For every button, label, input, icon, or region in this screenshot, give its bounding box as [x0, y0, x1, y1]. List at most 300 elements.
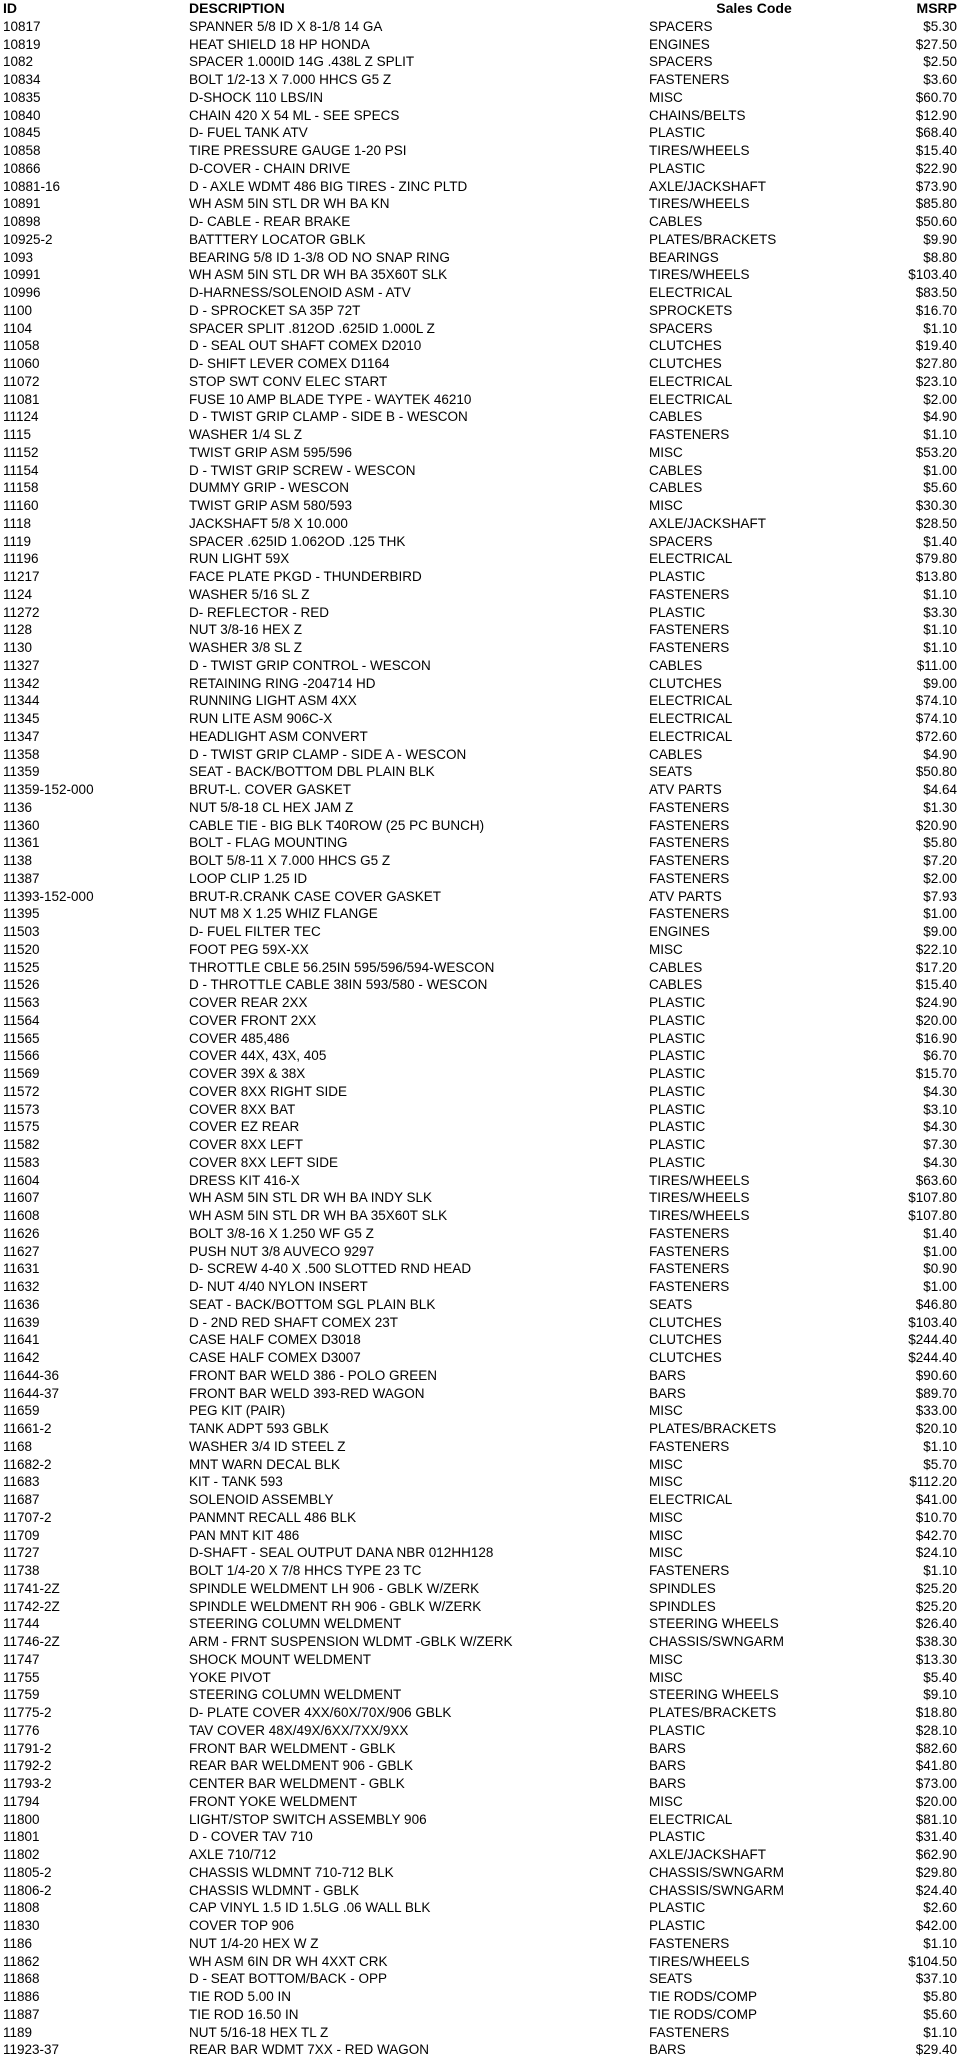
cell-sales-code: TIRES/WHEELS: [649, 143, 750, 158]
cell-sales-code: MISC: [649, 1456, 683, 1472]
cell-description: COVER REAR 2XX: [189, 995, 308, 1010]
cell-sales-code: AXLE/JACKSHAFT: [649, 515, 767, 531]
cell-description: D - AXLE WDMT 486 BIG TIRES - ZINC PLTD: [189, 178, 468, 194]
cell-id: 10991: [3, 267, 41, 283]
cell-sales-code: TIE RODS/COMP: [649, 2006, 758, 2022]
table-row: [0, 763, 960, 781]
cell-msrp: $62.90: [915, 1847, 957, 1862]
cell-description: COVER TOP 906: [189, 1918, 295, 1933]
table-row: [0, 834, 960, 852]
cell-description: SPACER .625ID 1.062OD .125 THK: [189, 533, 406, 549]
cell-msrp: $50.60: [915, 214, 957, 229]
cell-sales-code: BEARINGS: [649, 249, 719, 265]
table-row: [0, 1101, 960, 1119]
cell-id: 10898: [3, 214, 41, 229]
cell-msrp: $1.40: [923, 1225, 957, 1241]
cell-sales-code: STEERING WHEELS: [649, 1616, 779, 1632]
cell-id: 11631: [3, 1261, 40, 1277]
table-row: [0, 36, 960, 54]
cell-description: STEERING COLUMN WELDMENT: [189, 1616, 402, 1632]
cell-description: THROTTLE CBLE 56.25IN 595/596/594-WESCON: [189, 959, 495, 975]
cell-sales-code: PLASTIC: [649, 1829, 706, 1845]
cell-description: COVER 8XX RIGHT SIDE: [189, 1083, 348, 1099]
cell-sales-code: CLUTCHES: [649, 356, 722, 371]
cell-id: 11755: [3, 1669, 40, 1685]
cell-msrp: $20.00: [915, 1793, 957, 1809]
cell-msrp: $1.00: [923, 462, 957, 478]
cell-msrp: $1.00: [923, 906, 957, 922]
cell-description: BATTTERY LOCATOR GBLK: [189, 231, 366, 247]
cell-sales-code: SPINDLES: [649, 1598, 716, 1614]
cell-description: COVER 8XX LEFT: [189, 1137, 304, 1152]
cell-sales-code: SEATS: [649, 764, 693, 780]
cell-description: CHAIN 420 X 54 ML - SEE SPECS: [189, 107, 400, 123]
cell-description: CABLE TIE - BIG BLK T40ROW (25 PC BUNCH): [189, 817, 485, 833]
cell-description: CHASSIS WLDMNT - GBLK: [189, 1882, 360, 1898]
cell-id: 1104: [3, 320, 33, 336]
cell-msrp: $26.40: [915, 1616, 957, 1632]
cell-description: TAV COVER 48X/49X/6XX/7XX/9XX: [189, 1722, 409, 1738]
table-row: [0, 1136, 960, 1154]
table-row: [0, 2006, 960, 2024]
cell-description: HEADLIGHT ASM CONVERT: [189, 728, 368, 744]
table-row: [0, 1988, 960, 2006]
cell-id: 11342: [3, 675, 40, 691]
table-row: [0, 1846, 960, 1864]
cell-msrp: $50.80: [915, 764, 957, 780]
cell-msrp: $103.40: [908, 267, 957, 283]
cell-description: DRESS KIT 416-X: [189, 1172, 300, 1188]
table-row: [0, 1491, 960, 1509]
cell-description: D- CABLE - REAR BRAKE: [189, 214, 351, 229]
cell-sales-code: SPACERS: [649, 54, 713, 70]
cell-msrp: $46.80: [915, 1296, 957, 1312]
cell-sales-code: CLUTCHES: [649, 338, 722, 354]
table-row: [0, 302, 960, 320]
cell-id: 11644-36: [3, 1367, 60, 1383]
cell-msrp: $1.10: [923, 1563, 957, 1578]
cell-description: SPACER SPLIT .812OD .625ID 1.000L Z: [189, 320, 435, 336]
cell-id: 11727: [3, 1545, 40, 1561]
cell-description: WASHER 3/4 ID STEEL Z: [189, 1438, 346, 1454]
cell-id: 11387: [3, 870, 40, 886]
cell-id: 11626: [3, 1225, 40, 1241]
table-row: [0, 1828, 960, 1846]
table-row: [0, 1704, 960, 1722]
cell-id: 1130: [3, 640, 33, 655]
cell-sales-code: CHASSIS/SWNGARM: [649, 1864, 785, 1880]
cell-id: 11526: [3, 977, 40, 993]
cell-id: 11886: [3, 1989, 40, 2004]
cell-msrp: $63.60: [915, 1172, 957, 1188]
cell-msrp: $41.80: [915, 1758, 957, 1774]
cell-sales-code: ATV PARTS: [649, 782, 722, 797]
cell-id: 11644-37: [3, 1385, 60, 1401]
cell-sales-code: MISC: [649, 89, 683, 105]
table-row: [0, 1473, 960, 1491]
cell-description: WASHER 1/4 SL Z: [189, 427, 303, 442]
cell-msrp: $20.90: [915, 817, 957, 833]
cell-msrp: $33.00: [915, 1403, 957, 1419]
cell-description: WASHER 5/16 SL Z: [189, 586, 310, 602]
cell-msrp: $3.30: [923, 604, 957, 620]
cell-id: 11344: [3, 693, 40, 709]
cell-msrp: $107.80: [908, 1208, 957, 1223]
cell-id: 11060: [3, 356, 40, 371]
cell-sales-code: PLATES/BRACKETS: [649, 1421, 777, 1436]
cell-msrp: $1.10: [923, 1935, 957, 1951]
table-row: [0, 1882, 960, 1900]
cell-description: D - 2ND RED SHAFT COMEX 23T: [189, 1314, 399, 1330]
cell-description: LIGHT/STOP SWITCH ASSEMBLY 906: [189, 1811, 427, 1827]
cell-sales-code: PLASTIC: [649, 125, 706, 141]
cell-id: 11563: [3, 995, 40, 1010]
cell-sales-code: CLUTCHES: [649, 1332, 722, 1348]
cell-sales-code: FASTENERS: [649, 1243, 730, 1259]
cell-id: 11154: [3, 462, 39, 478]
cell-sales-code: FASTENERS: [649, 870, 730, 886]
cell-id: 11747: [3, 1651, 40, 1667]
cell-msrp: $244.40: [908, 1332, 957, 1348]
cell-description: FRONT BAR WELDMENT - GBLK: [189, 1740, 396, 1756]
table-row: [0, 1296, 960, 1314]
header-id: ID: [3, 0, 17, 16]
cell-msrp: $4.90: [923, 409, 957, 425]
cell-id: 10996: [3, 285, 41, 300]
table-row: [0, 923, 960, 941]
cell-sales-code: PLASTIC: [649, 995, 706, 1010]
table-row: [0, 1243, 960, 1261]
cell-msrp: $53.20: [915, 444, 957, 460]
table-row: [0, 320, 960, 338]
cell-sales-code: MISC: [649, 1545, 683, 1561]
cell-sales-code: PLASTIC: [649, 160, 706, 176]
cell-msrp: $4.90: [923, 746, 957, 762]
cell-sales-code: MISC: [649, 1474, 683, 1490]
table-row: [0, 1562, 960, 1580]
table-row: [0, 1349, 960, 1367]
cell-id: 11345: [3, 711, 40, 726]
cell-id: 1118: [3, 515, 32, 531]
cell-description: WH ASM 5IN STL DR WH BA 35X60T SLK: [189, 1208, 448, 1223]
table-row: [0, 142, 960, 160]
cell-id: 10819: [3, 36, 41, 52]
cell-id: 11707-2: [3, 1509, 52, 1525]
cell-description: NUT M8 X 1.25 WHIZ FLANGE: [189, 906, 378, 922]
cell-sales-code: FASTENERS: [649, 640, 730, 655]
cell-id: 10817: [3, 18, 41, 34]
cell-description: WH ASM 6IN DR WH 4XXT CRK: [189, 1953, 388, 1969]
cell-id: 11361: [3, 835, 40, 851]
cell-description: TANK ADPT 593 GBLK: [189, 1421, 329, 1436]
cell-msrp: $29.40: [915, 2042, 957, 2058]
table-row: [0, 213, 960, 231]
cell-description: MNT WARN DECAL BLK: [189, 1456, 341, 1472]
table-row: [0, 746, 960, 764]
cell-sales-code: PLASTIC: [649, 569, 706, 584]
cell-id: 1115: [3, 427, 32, 442]
cell-id: 11923-37: [3, 2042, 60, 2058]
cell-description: RUN LIGHT 59X: [189, 551, 290, 567]
table-row: [0, 1047, 960, 1065]
cell-msrp: $41.00: [915, 1492, 957, 1507]
cell-msrp: $74.10: [915, 693, 957, 709]
cell-id: 10881-16: [3, 178, 61, 194]
cell-id: 11741-2Z: [3, 1580, 60, 1596]
table-row: [0, 1651, 960, 1669]
cell-description: D- PLATE COVER 4XX/60X/70X/906 GBLK: [189, 1705, 452, 1720]
table-row: [0, 604, 960, 622]
cell-msrp: $79.80: [915, 551, 957, 567]
cell-description: COVER 8XX LEFT SIDE: [189, 1154, 339, 1170]
cell-description: WH ASM 5IN STL DR WH BA 35X60T SLK: [189, 267, 448, 283]
cell-sales-code: PLATES/BRACKETS: [649, 231, 777, 247]
cell-sales-code: MISC: [649, 1403, 683, 1419]
cell-sales-code: ELECTRICAL: [649, 391, 733, 407]
cell-id: 11808: [3, 1900, 40, 1916]
cell-id: 11503: [3, 924, 40, 939]
cell-sales-code: CABLES: [649, 480, 703, 496]
cell-description: BOLT 3/8-16 X 1.250 WF G5 Z: [189, 1225, 374, 1241]
cell-id: 11830: [3, 1918, 40, 1933]
cell-description: FRONT YOKE WELDMENT: [189, 1793, 358, 1809]
table-row: [0, 1278, 960, 1296]
table-row: [0, 941, 960, 959]
cell-id: 11158: [3, 480, 39, 496]
cell-sales-code: FASTENERS: [649, 853, 730, 868]
cell-sales-code: ELECTRICAL: [649, 693, 733, 709]
cell-id: 11887: [3, 2006, 40, 2022]
cell-description: PAN MNT KIT 486: [189, 1527, 300, 1543]
cell-msrp: $7.93: [923, 888, 957, 904]
table-row: [0, 408, 960, 426]
cell-sales-code: MISC: [649, 941, 683, 957]
table-row: [0, 728, 960, 746]
cell-msrp: $4.64: [923, 782, 957, 797]
cell-description: D- SHIFT LEVER COMEX D1164: [189, 356, 390, 371]
table-row: [0, 355, 960, 373]
cell-id: 11573: [3, 1101, 40, 1117]
table-row: [0, 1793, 960, 1811]
cell-msrp: $2.00: [923, 391, 957, 407]
cell-msrp: $20.10: [915, 1421, 957, 1436]
cell-msrp: $5.70: [923, 1456, 957, 1472]
cell-id: 11627: [3, 1243, 40, 1259]
cell-sales-code: FASTENERS: [649, 1225, 730, 1241]
cell-sales-code: FASTENERS: [649, 1563, 730, 1578]
cell-id: 11160: [3, 498, 39, 513]
table-row: [0, 533, 960, 551]
table-row: [0, 1615, 960, 1633]
cell-msrp: $82.60: [915, 1740, 957, 1756]
table-row: [0, 1456, 960, 1474]
cell-id: 11682-2: [3, 1456, 52, 1472]
cell-sales-code: STEERING WHEELS: [649, 1687, 779, 1703]
cell-description: D-COVER - CHAIN DRIVE: [189, 160, 351, 176]
cell-sales-code: MISC: [649, 1793, 683, 1809]
cell-msrp: $30.30: [915, 498, 957, 513]
table-row: [0, 2041, 960, 2059]
cell-sales-code: FASTENERS: [649, 622, 730, 638]
cell-description: SHOCK MOUNT WELDMENT: [189, 1651, 372, 1667]
cell-description: D- FUEL FILTER TEC: [189, 924, 321, 939]
cell-description: COVER EZ REAR: [189, 1119, 300, 1135]
table-row: [0, 1544, 960, 1562]
cell-msrp: $5.40: [923, 1669, 957, 1685]
cell-id: 11641: [3, 1332, 40, 1348]
table-row: [0, 710, 960, 728]
cell-msrp: $72.60: [915, 728, 957, 744]
cell-description: FRONT BAR WELD 386 - POLO GREEN: [189, 1367, 438, 1383]
cell-msrp: $1.10: [923, 2024, 957, 2040]
cell-description: D - TWIST GRIP CONTROL - WESCON: [189, 657, 431, 673]
cell-description: D-HARNESS/SOLENOID ASM - ATV: [189, 285, 411, 300]
table-row: [0, 284, 960, 302]
table-row: [0, 1811, 960, 1829]
cell-id: 11359-152-000: [3, 782, 94, 797]
cell-id: 10866: [3, 160, 41, 176]
cell-id: 11776: [3, 1722, 40, 1738]
cell-id: 11196: [3, 551, 39, 567]
cell-id: 10891: [3, 196, 41, 212]
cell-sales-code: CABLES: [649, 959, 703, 975]
table-row: [0, 870, 960, 888]
table-row: [0, 373, 960, 391]
table-row: [0, 266, 960, 284]
cell-sales-code: TIE RODS/COMP: [649, 1989, 758, 2004]
cell-msrp: $3.10: [923, 1101, 957, 1117]
cell-id: 11659: [3, 1403, 40, 1419]
cell-id: 11525: [3, 959, 40, 975]
cell-id: 11683: [3, 1474, 40, 1490]
cell-description: TWIST GRIP ASM 580/593: [189, 498, 353, 513]
table-row: [0, 107, 960, 125]
table-row: [0, 1385, 960, 1403]
cell-id: 11738: [3, 1563, 40, 1578]
cell-description: D - TWIST GRIP SCREW - WESCON: [189, 462, 416, 478]
table-row: [0, 1189, 960, 1207]
cell-sales-code: CABLES: [649, 214, 703, 229]
cell-id: 1138: [3, 853, 33, 868]
table-row: [0, 1580, 960, 1598]
cell-description: YOKE PIVOT: [189, 1669, 271, 1685]
cell-description: CHASSIS WLDMNT 710-712 BLK: [189, 1864, 394, 1880]
cell-msrp: $10.70: [915, 1509, 957, 1525]
cell-description: WASHER 3/8 SL Z: [189, 640, 303, 655]
table-row: [0, 1598, 960, 1616]
cell-sales-code: CABLES: [649, 409, 703, 425]
table-row: [0, 905, 960, 923]
cell-msrp: $15.40: [915, 977, 957, 993]
cell-id: 10925-2: [3, 231, 53, 247]
cell-msrp: $25.20: [915, 1598, 957, 1614]
cell-description: D-SHOCK 110 LBS/IN: [189, 89, 324, 105]
table-row: [0, 1207, 960, 1225]
cell-id: 11792-2: [3, 1758, 52, 1774]
table-row: [0, 337, 960, 355]
cell-sales-code: SEATS: [649, 1296, 693, 1312]
cell-id: 11395: [3, 906, 40, 922]
cell-sales-code: SPACERS: [649, 18, 713, 34]
table-row: [0, 444, 960, 462]
table-row: [0, 1402, 960, 1420]
cell-description: KIT - TANK 593: [189, 1474, 283, 1490]
cell-id: 11862: [3, 1953, 40, 1969]
cell-id: 11583: [3, 1154, 40, 1170]
cell-sales-code: BARS: [649, 2042, 686, 2058]
cell-description: SPACER 1.000ID 14G .438L Z SPLIT: [189, 54, 415, 70]
cell-sales-code: FASTENERS: [649, 1935, 730, 1951]
cell-sales-code: FASTENERS: [649, 1279, 730, 1294]
table-row: [0, 692, 960, 710]
table-row: [0, 426, 960, 444]
cell-sales-code: SPACERS: [649, 320, 713, 336]
cell-sales-code: ELECTRICAL: [649, 711, 733, 726]
cell-id: 11759: [3, 1687, 40, 1703]
cell-msrp: $1.10: [923, 427, 957, 442]
table-row: [0, 586, 960, 604]
cell-sales-code: PLASTIC: [649, 1012, 706, 1028]
cell-sales-code: CHASSIS/SWNGARM: [649, 1634, 785, 1649]
table-row: [0, 1260, 960, 1278]
table-row: [0, 195, 960, 213]
cell-msrp: $9.00: [923, 675, 957, 691]
table-row: [0, 1970, 960, 1988]
cell-sales-code: FASTENERS: [649, 2024, 730, 2040]
cell-msrp: $60.70: [915, 89, 957, 105]
cell-id: 11393-152-000: [3, 888, 94, 904]
cell-msrp: $1.10: [923, 1438, 957, 1454]
table-row: [0, 1154, 960, 1172]
cell-id: 11639: [3, 1314, 40, 1330]
cell-msrp: $42.00: [915, 1918, 957, 1933]
cell-description: D- NUT 4/40 NYLON INSERT: [189, 1279, 368, 1294]
table-row: [0, 1686, 960, 1704]
cell-sales-code: FASTENERS: [649, 427, 730, 442]
cell-id: 11520: [3, 941, 40, 957]
cell-msrp: $16.90: [915, 1030, 957, 1046]
table-row: [0, 994, 960, 1012]
cell-id: 11072: [3, 373, 40, 389]
table-row: [0, 18, 960, 36]
table-row: [0, 462, 960, 480]
cell-msrp: $4.30: [923, 1154, 957, 1170]
cell-msrp: $7.20: [923, 853, 957, 868]
cell-msrp: $83.50: [915, 285, 957, 300]
cell-msrp: $1.10: [923, 640, 957, 655]
cell-msrp: $20.00: [915, 1012, 957, 1028]
table-row: [0, 888, 960, 906]
table-row: [0, 1509, 960, 1527]
cell-msrp: $244.40: [908, 1350, 957, 1365]
cell-sales-code: PLASTIC: [649, 1119, 706, 1135]
table-row: [0, 1065, 960, 1083]
cell-msrp: $22.90: [915, 160, 957, 176]
table-row: [0, 657, 960, 675]
header-msrp: MSRP: [916, 0, 957, 16]
cell-msrp: $31.40: [915, 1829, 957, 1845]
cell-msrp: $28.50: [915, 515, 957, 531]
cell-msrp: $2.50: [923, 54, 957, 70]
cell-id: 1136: [3, 799, 33, 815]
cell-msrp: $12.90: [915, 107, 957, 123]
cell-sales-code: TIRES/WHEELS: [649, 196, 750, 212]
table-row: [0, 391, 960, 409]
cell-id: 11802: [3, 1847, 40, 1862]
cell-id: 11775-2: [3, 1705, 52, 1720]
cell-msrp: $24.40: [915, 1882, 957, 1898]
table-row: [0, 568, 960, 586]
